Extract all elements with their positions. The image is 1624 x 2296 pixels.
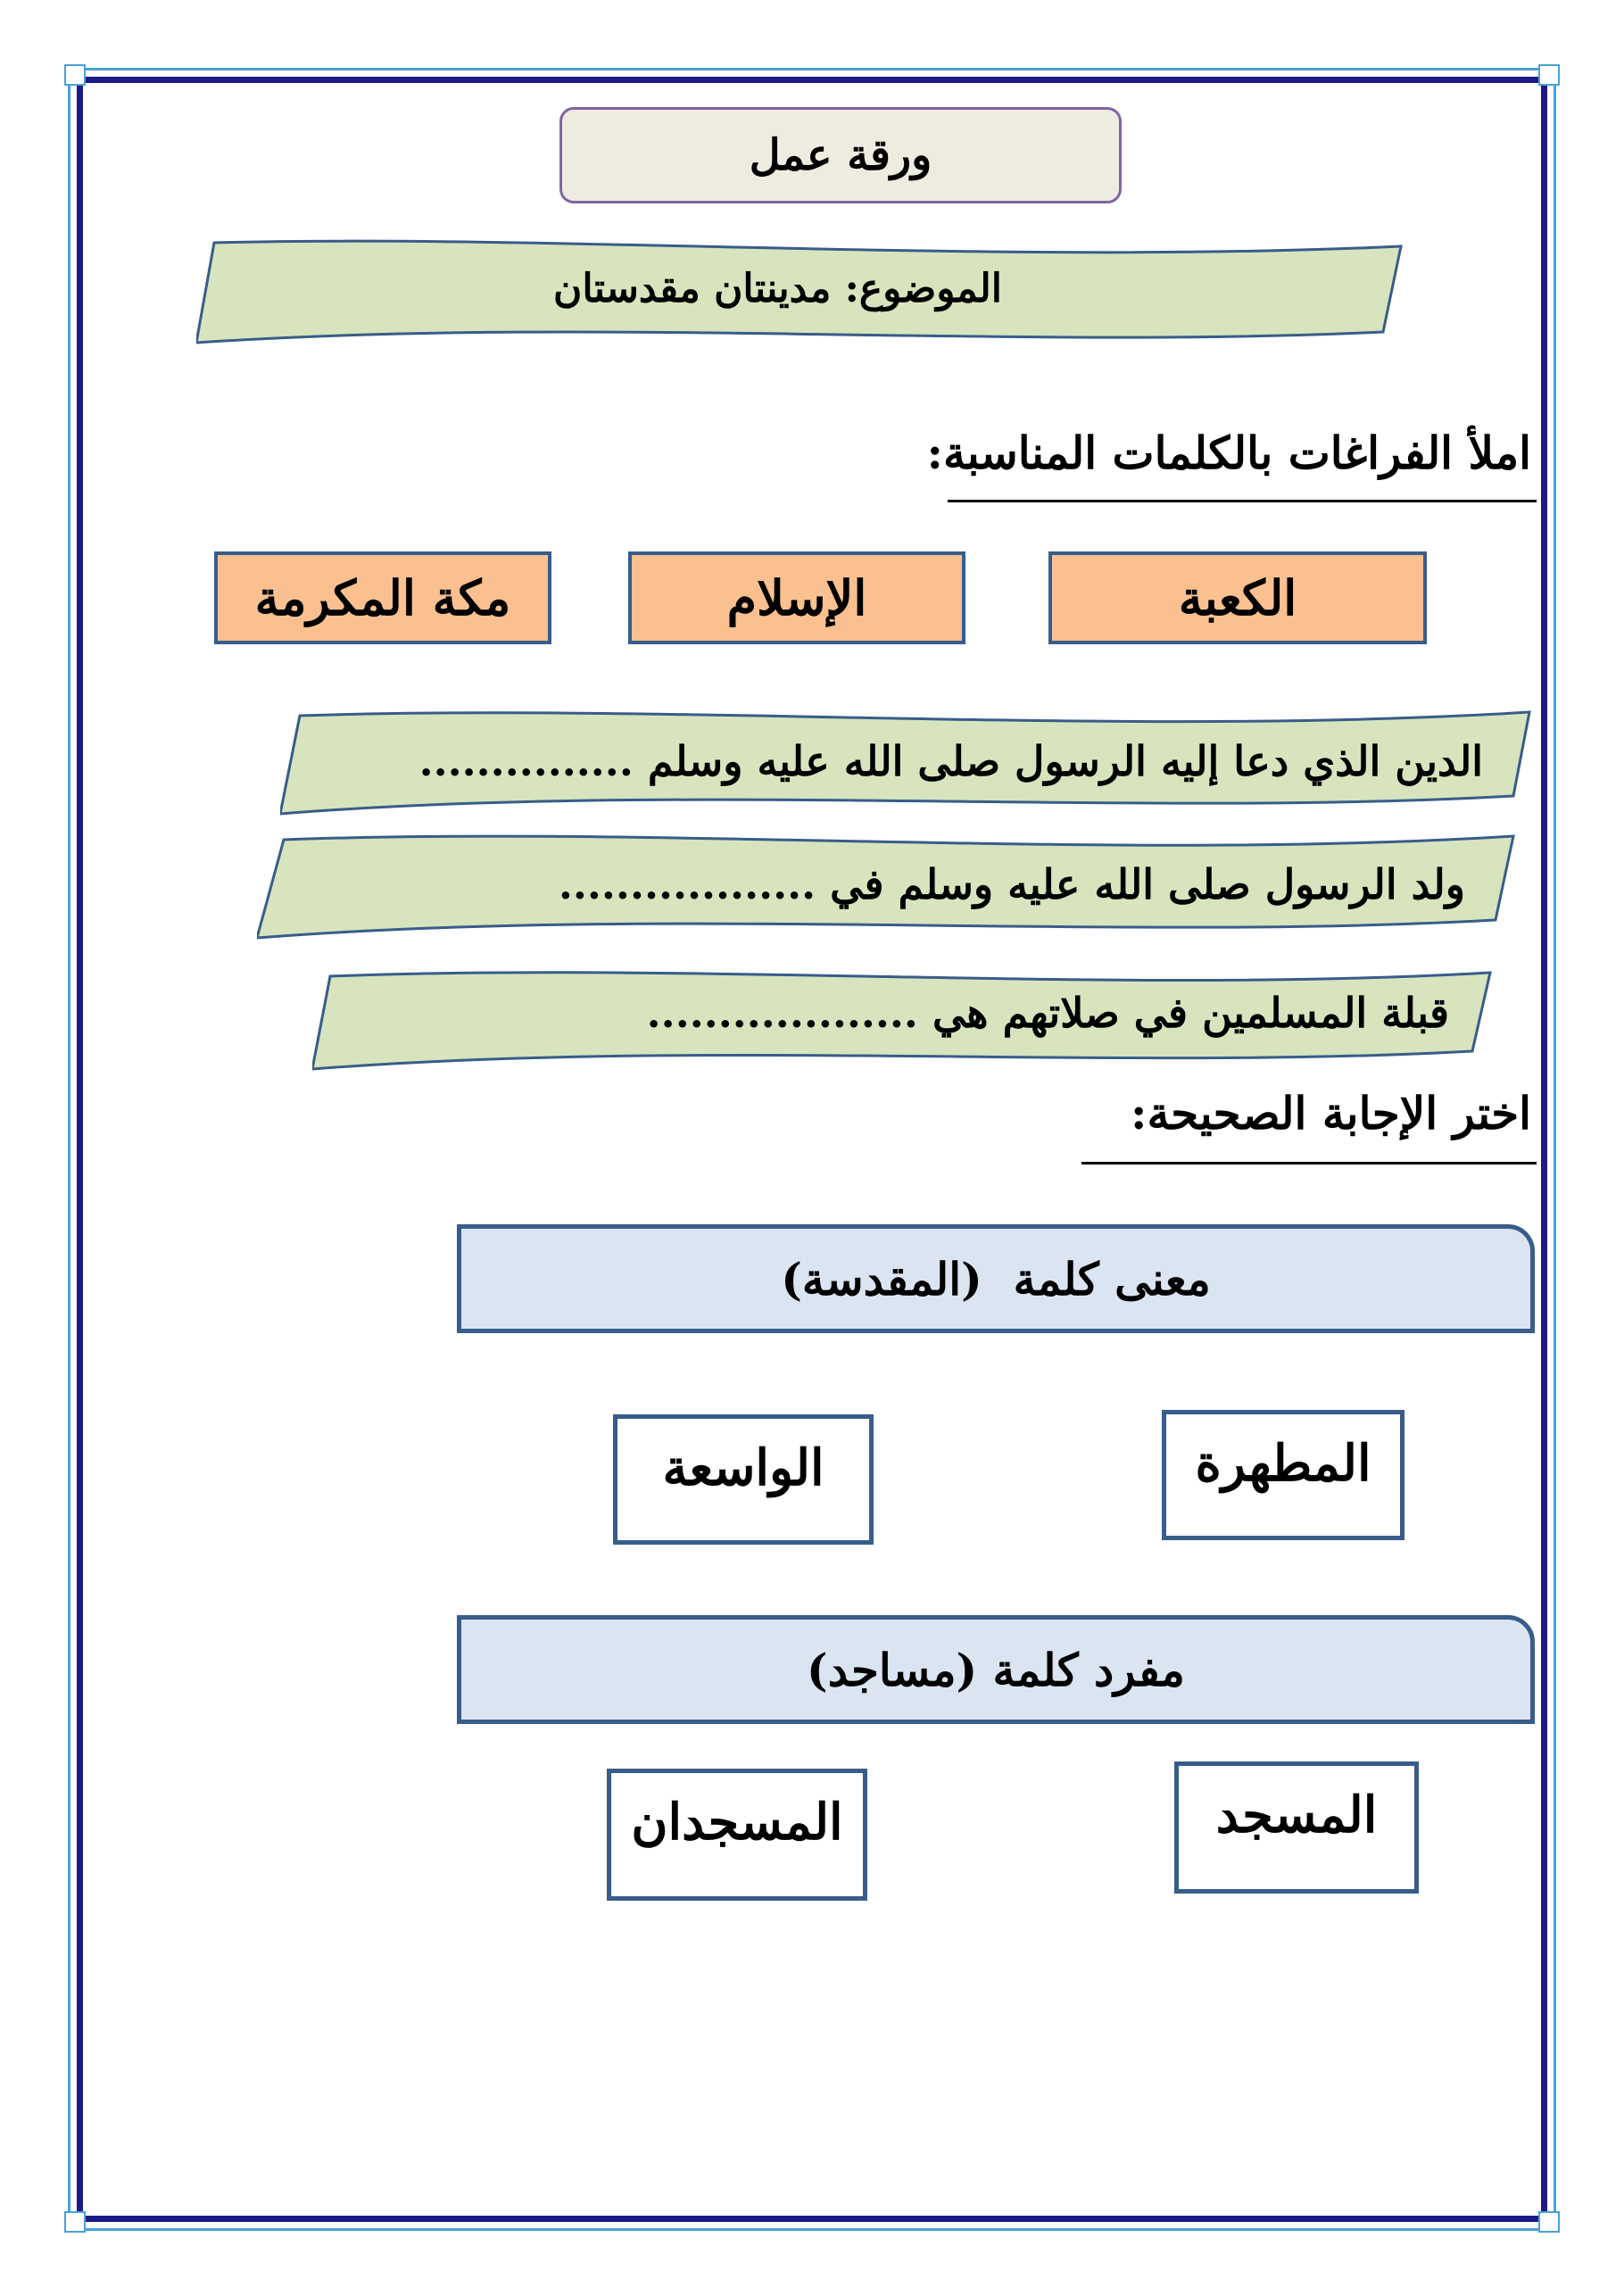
sentence-2-text: ولد الرسول صلى الله عليه وسلم في ..................	[558, 860, 1465, 908]
word-bank-item-makkah: مكة المكرمة	[214, 551, 551, 644]
word-bank-item-kaaba: الكعبة	[1048, 551, 1427, 644]
question-1-option-purified[interactable]: المطهرة	[1162, 1410, 1404, 1540]
frame-corner-top-right	[1538, 64, 1560, 86]
frame-corner-bottom-left	[64, 2211, 86, 2233]
worksheet-title	[559, 107, 1122, 203]
worksheet-title-text: ورقة عمل	[749, 130, 932, 180]
frame-corner-bottom-right	[1538, 2211, 1560, 2233]
question-1-prompt: معنى كلمة (المقدسة)	[457, 1224, 1535, 1333]
sentence-1-text: الدين الذي دعا إليه الرسول صلى الله عليه وسلم ...............	[418, 737, 1483, 785]
word-bank-item-islam: الإسلام	[628, 551, 965, 644]
frame-corner-top-left	[64, 64, 86, 86]
choose-answer-underline	[1081, 1162, 1537, 1165]
question-2-option-mosque[interactable]: المسجد	[1174, 1761, 1419, 1894]
choose-answer-instruction: اختر الإجابة الصحيحة:	[1131, 1087, 1531, 1140]
fill-blanks-instruction: املأ الفراغات بالكلمات المناسبة:	[926, 427, 1531, 479]
question-1-option-spacious[interactable]: الواسعة	[613, 1414, 874, 1545]
question-2-option-two-mosques[interactable]: المسجدان	[607, 1769, 867, 1901]
fill-blanks-underline	[948, 500, 1537, 502]
question-2-prompt: مفرد كلمة (مساجد)	[457, 1615, 1535, 1724]
sentence-3-text: قبلة المسلمين في صلاتهم هي ...................	[646, 989, 1449, 1037]
topic-text: الموضوع: مدينتان مقدستان	[553, 266, 1002, 311]
